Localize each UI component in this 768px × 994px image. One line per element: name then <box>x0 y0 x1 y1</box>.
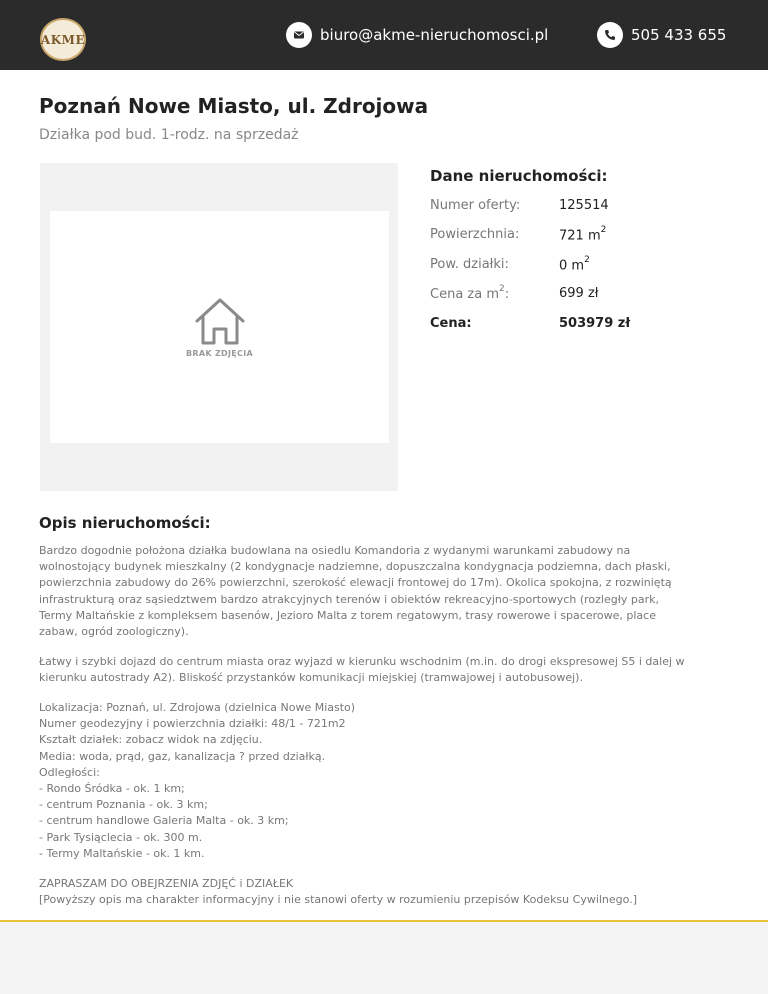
detail-value: 699 zł <box>559 286 599 301</box>
detail-value: 125514 <box>559 198 609 213</box>
detail-label: Powierzchnia: <box>430 227 520 242</box>
email-link[interactable]: biuro@akme-nieruchomosci.pl <box>320 26 549 44</box>
email-contact[interactable] <box>286 22 548 48</box>
detail-label: Cena za $m^2$: <box>430 284 510 303</box>
logo-text: AKME <box>40 32 86 47</box>
envelope-icon <box>286 22 312 48</box>
description-paragraph-3: Lokalizacja: Poznań, ul. Zdrojowa (dzielnica Nowe Miasto) Numer geodezyjny i powierzchnia działki: 48/1 - 721m2 Kształt działek: zobacz widok na zdjęciu. Media: woda, prąd, gaz, kanalizacja ? przed działką. Odległości: - Rondo Śródka - ok. 1 km; - centrum Poznania - ok. 3 km; - centrum handlowe Galeria Malta - ok. 3 km; - Park Tysiąclecia - ok. 300 m. - Termy Maltańskie - ok. 1 km. <box>39 701 356 860</box>
details-heading: Dane nieruchomości: <box>430 167 608 185</box>
phone-icon <box>597 22 623 48</box>
detail-value: 0 $m^2$ <box>559 255 590 274</box>
detail-label: Pow. działki: <box>430 257 509 272</box>
phone-link[interactable]: 505 433 655 <box>631 26 727 44</box>
no-photo-label: BRAK ZDJĘCIA <box>186 348 253 358</box>
description-paragraph-2: Łatwy i szybki dojazd do centrum miasta oraz wyjazd w kierunku wschodnim (m.in. do drogi ekspresowej S5 i dalej w kierunku autostrady A2). Bliskość przystanków komunikacji miejskiej (tramwajowej i autobusowej). <box>39 655 685 685</box>
description-paragraph-1: Bardzo dogodnie położona działka budowlana na osiedlu Komandoria z wydanymi warunkami zabudowy na wolnostojący budynek mieszkalny (2 kondygnacje nadziemne, dopuszczalna kondygnacja podziemna, dach płaski, powierzchnia zabudowy do 26% powierzchni, szerokość elewacji frontowej do 17m). Okolica spokojna, z rozwiniętą infrastrukturą oraz sąsiedztwem bardzo atrakcyjnych terenów i obiektów rekreacyjno-sportowych (rozległy park, Termy Maltańskie z kompleksem basenów, Jezioro Malta z torem regatowym, trasy rowerowe i spacerowe, place zabaw, ogród zoologiczny). <box>39 544 672 639</box>
phone-contact[interactable] <box>597 22 726 48</box>
description-paragraph-4: ZAPRASZAM DO OBEJRZENIA ZDJĘĆ i DZIAŁEK [Powyższy opis ma charakter informacyjny i nie stanowi oferty w rozumieniu przepisów Kodeksu Cywilnego.] <box>39 877 637 907</box>
footer <box>0 922 768 994</box>
detail-row-area <box>430 225 607 244</box>
akme-logo[interactable] <box>40 18 86 61</box>
detail-value: 503979 zł <box>559 316 631 331</box>
detail-row-price <box>430 316 631 331</box>
detail-label: Cena: <box>430 316 472 331</box>
detail-row-price-per-m2 <box>430 284 599 303</box>
listing-subtitle: Działka pod bud. 1-rodz. na sprzedaż <box>39 127 299 143</box>
detail-value: 721 $m^2$ <box>559 225 607 244</box>
detail-row-offer-number <box>430 198 609 213</box>
top-bar <box>0 0 768 70</box>
house-icon <box>193 297 247 347</box>
photo-gallery[interactable] <box>40 163 398 491</box>
description-heading: Opis nieruchomości: <box>39 514 211 532</box>
detail-label: Numer oferty: <box>430 198 521 213</box>
detail-row-plot-area <box>430 255 590 274</box>
photo-placeholder <box>50 211 389 443</box>
listing-title: Poznań Nowe Miasto, ul. Zdrojowa <box>39 94 429 118</box>
